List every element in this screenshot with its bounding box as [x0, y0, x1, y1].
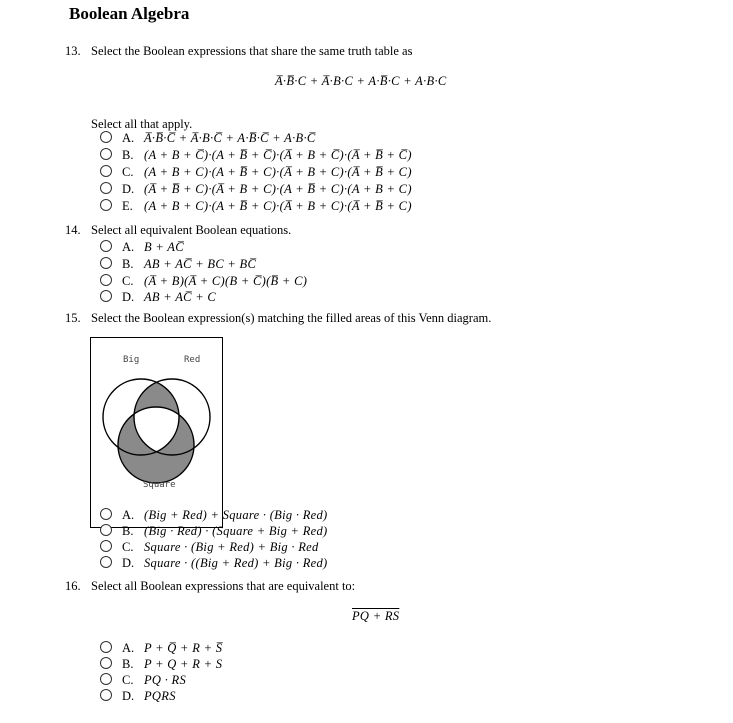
q14-option-a[interactable]: [100, 240, 184, 255]
option-letter: D.: [122, 182, 135, 196]
option-text: Square · (Big + Red) + Big · Red: [144, 540, 319, 554]
q16-number: 16.: [65, 579, 81, 593]
radio-icon[interactable]: [100, 257, 112, 269]
q14-option-b[interactable]: [100, 257, 256, 272]
option-letter: C.: [122, 165, 134, 179]
q13-number: 13.: [65, 44, 81, 58]
radio-icon[interactable]: [100, 524, 112, 536]
option-letter: D.: [122, 290, 135, 304]
radio-icon[interactable]: [100, 240, 112, 252]
option-letter: B.: [122, 657, 134, 671]
venn-label-square: Square: [143, 480, 176, 490]
q14-number: 14.: [65, 223, 81, 237]
q16-option-b[interactable]: [100, 657, 222, 672]
option-text: PQRS: [144, 689, 176, 703]
option-text: Square · ((Big + Red) + Big · Red): [144, 556, 328, 570]
radio-icon[interactable]: [100, 657, 112, 669]
radio-icon[interactable]: [100, 673, 112, 685]
option-text: (Big · Red) · (Square + Big + Red): [144, 524, 328, 538]
q13-option-a[interactable]: [100, 131, 316, 146]
option-letter: B.: [122, 148, 134, 162]
venn-label-big: Big: [123, 355, 140, 365]
q14-option-c[interactable]: [100, 274, 307, 289]
radio-icon[interactable]: [100, 689, 112, 701]
page-title: Boolean Algebra: [69, 4, 190, 23]
q15-number: 15.: [65, 311, 81, 325]
option-letter: A.: [122, 131, 135, 145]
option-letter: E.: [122, 199, 133, 213]
option-text: (A + B + C)·(A + B̅ + C)·(A̅ + B + C)·(A̅ + B̅ + C): [144, 165, 412, 179]
option-letter: B.: [122, 524, 134, 538]
radio-icon[interactable]: [100, 556, 112, 568]
option-letter: D.: [122, 689, 135, 703]
option-letter: A.: [122, 641, 135, 655]
q16-prompt: [65, 579, 355, 594]
radio-icon[interactable]: [100, 182, 112, 194]
radio-icon[interactable]: [100, 540, 112, 552]
q15-prompt: [65, 311, 491, 326]
radio-icon[interactable]: [100, 508, 112, 520]
radio-icon[interactable]: [100, 199, 112, 211]
q13-option-d[interactable]: [100, 182, 412, 197]
option-text: (A + B + C̅)·(A + B̅ + C̅)·(A̅ + B + C̅)·(A̅ + B̅ + C̅): [144, 148, 412, 162]
q15-option-c[interactable]: [100, 540, 319, 555]
option-text: P + Q̅ + R + S̅: [144, 641, 223, 655]
q15-prompt-text: Select the Boolean expression(s) matching the filled areas of this Venn diagram.: [91, 311, 492, 325]
option-text: AB + AC̅ + C: [144, 290, 217, 304]
q13-prompt-text: Select the Boolean expressions that share the same truth table as: [91, 44, 413, 58]
q16-prompt-text: Select all Boolean expressions that are equivalent to:: [91, 579, 356, 593]
option-letter: D.: [122, 556, 135, 570]
q13-option-c[interactable]: [100, 165, 412, 180]
option-letter: C.: [122, 673, 134, 687]
venn-diagram: [90, 337, 223, 528]
option-text: (A̅ + B̅ + C)·(A̅ + B + C)·(A + B̅ + C)·(A + B + C): [144, 182, 412, 196]
option-text: AB + AC̅ + BC + BC̅: [144, 257, 257, 271]
q13-prompt: [65, 44, 412, 59]
option-text: P + Q + R + S: [144, 657, 223, 671]
radio-icon[interactable]: [100, 148, 112, 160]
option-letter: C.: [122, 540, 134, 554]
radio-icon[interactable]: [100, 290, 112, 302]
option-letter: A.: [122, 508, 135, 522]
radio-icon[interactable]: [100, 641, 112, 653]
q15-option-a[interactable]: [100, 508, 328, 523]
radio-icon[interactable]: [100, 165, 112, 177]
q16-option-a[interactable]: [100, 641, 222, 656]
q14-prompt: [65, 223, 291, 238]
q16-option-d[interactable]: [100, 689, 176, 704]
option-text: B + AC̅: [144, 240, 184, 254]
q13-formula: A̅·B̅·C + A̅·B·C + A·B̅·C + A·B·C: [275, 74, 447, 88]
option-letter: A.: [122, 240, 135, 254]
q15-option-d[interactable]: [100, 556, 328, 571]
option-text: PQ · RS: [144, 673, 187, 687]
q15-option-b[interactable]: [100, 524, 328, 539]
q16-option-c[interactable]: [100, 673, 186, 688]
option-letter: C.: [122, 274, 134, 288]
option-letter: B.: [122, 257, 134, 271]
q13-instruction: Select all that apply.: [91, 117, 193, 131]
q14-prompt-text: Select all equivalent Boolean equations.: [91, 223, 292, 237]
option-text: (A + B + C)·(A + B̅ + C)·(A̅ + B + C)·(A̅ + B̅ + C): [144, 199, 412, 213]
q14-option-d[interactable]: [100, 290, 216, 305]
option-text: (Big + Red) + Square · (Big · Red): [144, 508, 328, 522]
q13-option-b[interactable]: [100, 148, 412, 163]
q16-formula: PQ + RS: [352, 609, 400, 623]
q13-option-e[interactable]: [100, 199, 412, 214]
radio-icon[interactable]: [100, 274, 112, 286]
radio-icon[interactable]: [100, 131, 112, 143]
venn-label-red: Red: [184, 355, 201, 365]
option-text: A̅·B̅·C̅ + A̅·B·C̅ + A·B̅·C̅ + A·B·C̅: [144, 131, 316, 145]
option-text: (A̅ + B)(A̅ + C)(B + C̅)(B̅ + C): [144, 274, 308, 288]
